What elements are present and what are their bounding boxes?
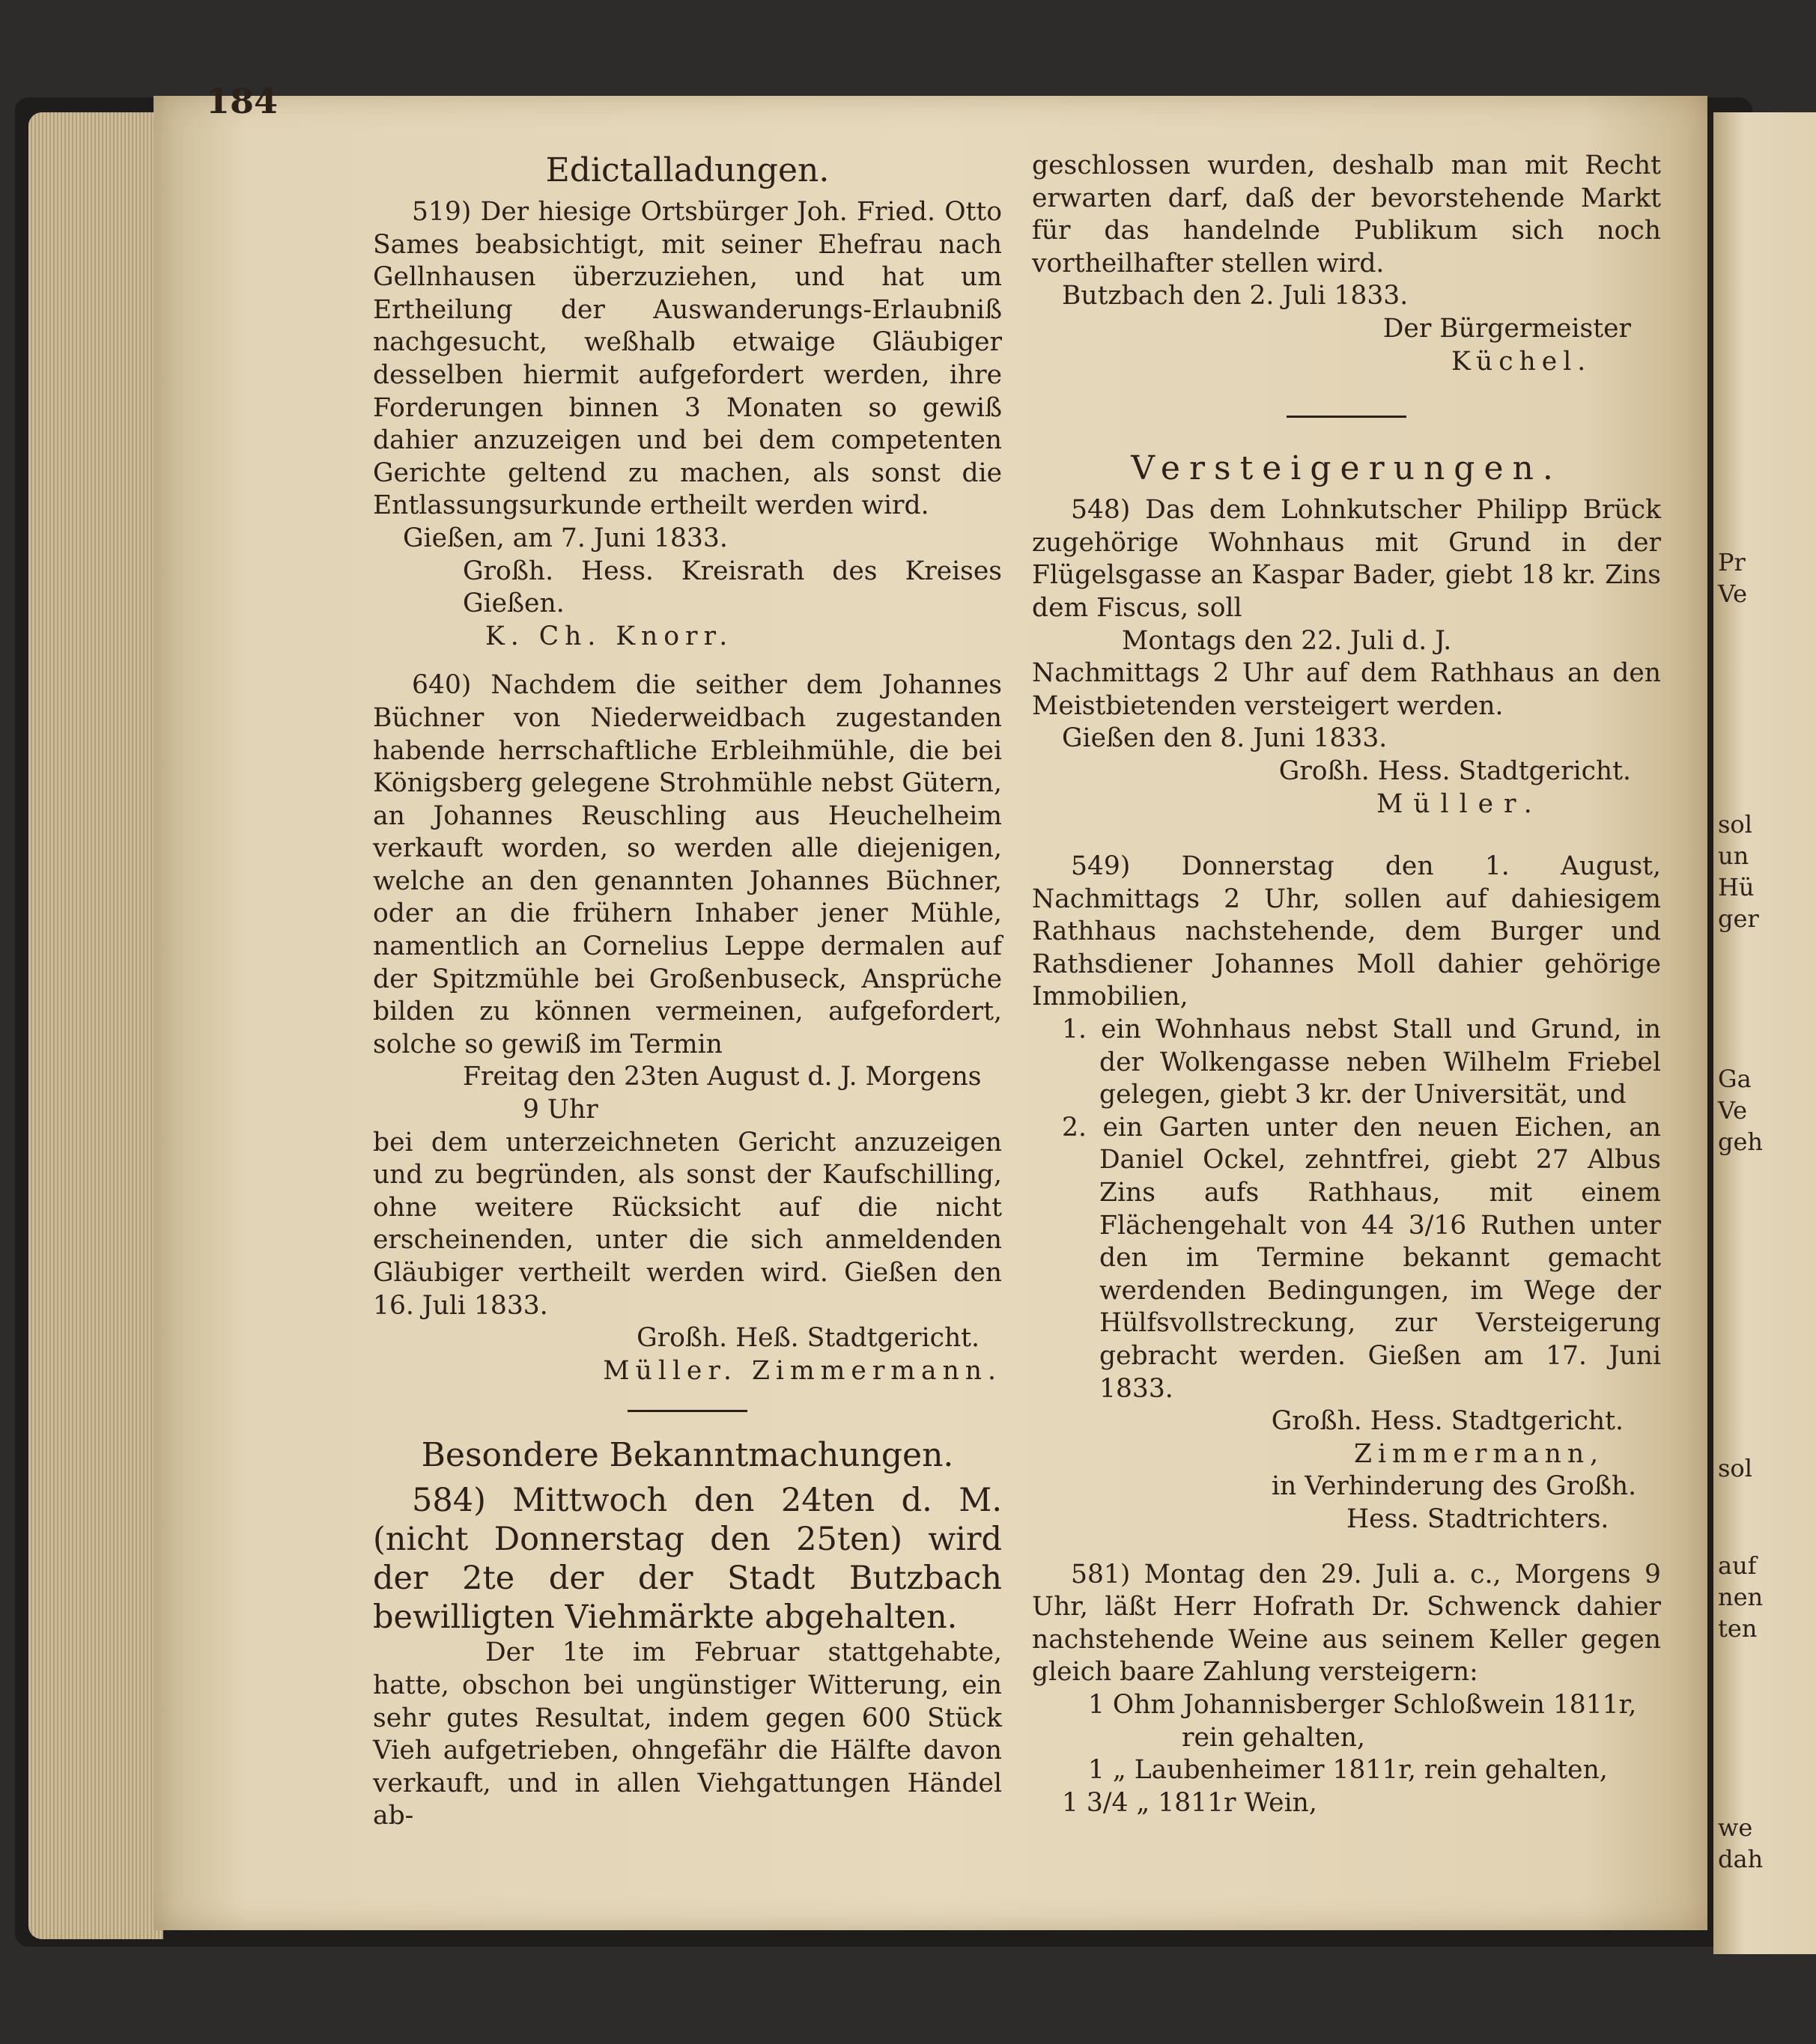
notice-548-date: Gießen den 8. Juni 1833. <box>1062 723 1388 754</box>
notice-548-authority: Großh. Hess. Stadtgericht. <box>1278 755 1631 786</box>
notice-548-term: Montags den 22. Juli d. J. <box>1122 625 1452 656</box>
left-column <box>373 150 1002 1833</box>
notice-548-text: 548) Das dem Lohnkutscher Philipp Brück zugehörige Wohnhaus mit Grund in der Flügelsgasse an Kaspar Bader, giebt 18 kr. Zins dem Fiscus, soll <box>1032 495 1661 623</box>
notice-581-wine-3: 1 3/4 „ 1811r Wein, <box>1062 1787 1317 1818</box>
notice-519-authority: Großh. Hess. Kreisrath des Kreises Gießen. <box>463 556 1002 619</box>
notice-549-authority: Großh. Hess. Stadtgericht. <box>1271 1406 1624 1437</box>
notice-640-term-time: 9 Uhr <box>523 1095 598 1125</box>
notice-581-wine-1: 1 Ohm Johannisberger Schloßwein 1811r, <box>1088 1689 1637 1720</box>
notice-549-signer-note-1: in Verhinderung des Großh. <box>1272 1471 1637 1502</box>
page-edges <box>28 112 163 1939</box>
section-title-versteigerungen: Versteigerungen. <box>1131 449 1562 488</box>
notice-581-text: 581) Montag den 29. Juli a. c., Morgens 9 Uhr, läßt Herr Hofrath Dr. Schwenck dahier nachstehende Weine aus seinem Keller gegen gleich baare Zahlung versteigern: <box>1032 1559 1661 1688</box>
notice-640-term: Freitag den 23ten August d. J. Morgens <box>463 1062 982 1092</box>
section-title-besondere-bekanntmachungen: Besondere Bekanntmachungen. <box>421 1436 954 1475</box>
next-page-fragment-3: Ga Ve geh <box>1718 1065 1764 1156</box>
notice-519-date: Gießen, am 7. Juni 1833. <box>403 523 728 553</box>
divider <box>1287 416 1406 418</box>
notice-549-signer: Zimmermann, <box>1354 1438 1605 1469</box>
right-column <box>1032 150 1661 1819</box>
notice-549-text: 549) Donnerstag den 1. August, Nachmittags 2 Uhr, sollen auf dahiesigem Rathhaus nachstehende, dem Burger und Rathsdiener Johannes Moll dahier gehörige Immobilien, <box>1032 851 1661 1012</box>
next-page-fragment-5: auf nen ten <box>1718 1551 1764 1643</box>
notice-640-text2: bei dem unterzeichneten Gericht anzuzeigen und zu begründen, als sonst der Kaufschilling, ohne weitere Rücksicht auf die nicht erscheinenden, unter die sich anmeldenden Gläubiger vertheilt werden wird. Gießen den 16. Juli 1833. <box>373 1127 1002 1321</box>
notice-519-signer: K. Ch. Knorr. <box>485 621 734 651</box>
notice-584-text: 584) Mittwoch den 24ten d. M. (nicht Donnerstag den 25ten) wird der 2te der der Stadt Butzbach bewilligten Viehmärkte abgehalten. <box>373 1482 1002 1637</box>
next-page-fragment-6: we dah <box>1718 1813 1764 1873</box>
notice-581-wine-2: 1 „ Laubenheimer 1811r, rein gehalten, <box>1088 1755 1608 1786</box>
notice-640-authority: Großh. Heß. Stadtgericht. <box>637 1323 980 1354</box>
divider <box>628 1410 747 1412</box>
notice-519-text: 519) Der hiesige Ortsbürger Joh. Fried. Otto Sames beabsichtigt, mit seiner Ehefrau nach Gellnhausen überzuziehen, und hat um Ertheilung der Auswanderungs-Erlaubniß nachgesucht, weßhalb etwaige Gläubiger desselben hiermit aufgefordert werden, ihre Forderungen binnen 3 Monaten so gewiß dahier anzuzeigen und bei dem competenten Gerichte geltend zu machen, als sonst die Entlassungsurkunde ertheilt werden wird. <box>373 197 1002 521</box>
notice-549-item-2: 2. ein Garten unter den neuen Eichen, an Daniel Ockel, zehntfrei, giebt 27 Albus Zins aufs Rathhaus, mit einem Flächengehalt von 44 3/16 Ruthen unter den im Termine bekannt gemacht werdenden Bedingungen, im Wege der Hülfsvollstreckung, zur Versteigerung gebracht werden. Gießen am 17. Juni 1833. <box>1062 1112 1661 1404</box>
notice-549-item-1: 1. ein Wohnhaus nebst Stall und Grund, in der Wolkengasse neben Wilhelm Friebel gelegen, giebt 3 kr. der Universität, und <box>1062 1015 1661 1110</box>
notice-581-wine-1b: rein gehalten, <box>1182 1722 1365 1753</box>
notice-548-text2: Nachmittags 2 Uhr auf dem Rathhaus an den Meistbietenden versteigert werden. <box>1032 658 1661 721</box>
notice-548-signer: Müller. <box>1376 788 1543 819</box>
page-number: 184 <box>206 81 279 121</box>
next-page-edge <box>1713 112 1816 1954</box>
continuation-text: geschlossen wurden, deshalb man mit Recht erwarten darf, daß der bevorstehende Markt für das handelnde Publikum sich noch vortheilhafter stellen wird. <box>1032 150 1661 279</box>
notice-549-signer-note-2: Hess. Stadtrichters. <box>1346 1503 1609 1534</box>
notice-584-text2: Der 1te im Februar stattgehabte, hatte, obschon bei ungünstiger Witterung, ein sehr gutes Resultat, indem gegen 600 Stück Vieh aufgetrieben, ohngefähr die Hälfte davon verkauft, und in allen Viehgattungen Händel ab- <box>373 1637 1002 1831</box>
notice-640-signer: Müller. Zimmermann. <box>603 1355 1002 1386</box>
continuation-signer: Küchel. <box>1451 346 1592 377</box>
next-page-fragment-4: sol <box>1718 1454 1752 1482</box>
notice-640-text: 640) Nachdem die seither dem Johannes Büchner von Niederweidbach zugestanden habende herrschaftliche Erbleihmühle, die bei Königsberg gelegene Strohmühle nebst Gütern, an Johannes Reuschling aus Heuchelheim verkauft worden, so werden alle diejenigen, welche an den genannten Johannes Büchner, oder an die frühern Inhaber jener Mühle, namentlich an Cornelius Leppe dermalen auf der Spitzmühle bei Großenbuseck, Ansprüche bilden zu können vermeinen, aufgefordert, solche so gewiß im Termin <box>373 670 1002 1059</box>
section-title-edictalladungen: Edictalladungen. <box>545 151 830 189</box>
next-page-fragment-2: sol un Hü ger <box>1718 810 1759 933</box>
continuation-date: Butzbach den 2. Juli 1833. <box>1062 281 1409 311</box>
next-page-fragment-1: Pr Ve <box>1718 548 1748 608</box>
continuation-authority: Der Bürgermeister <box>1382 313 1631 344</box>
